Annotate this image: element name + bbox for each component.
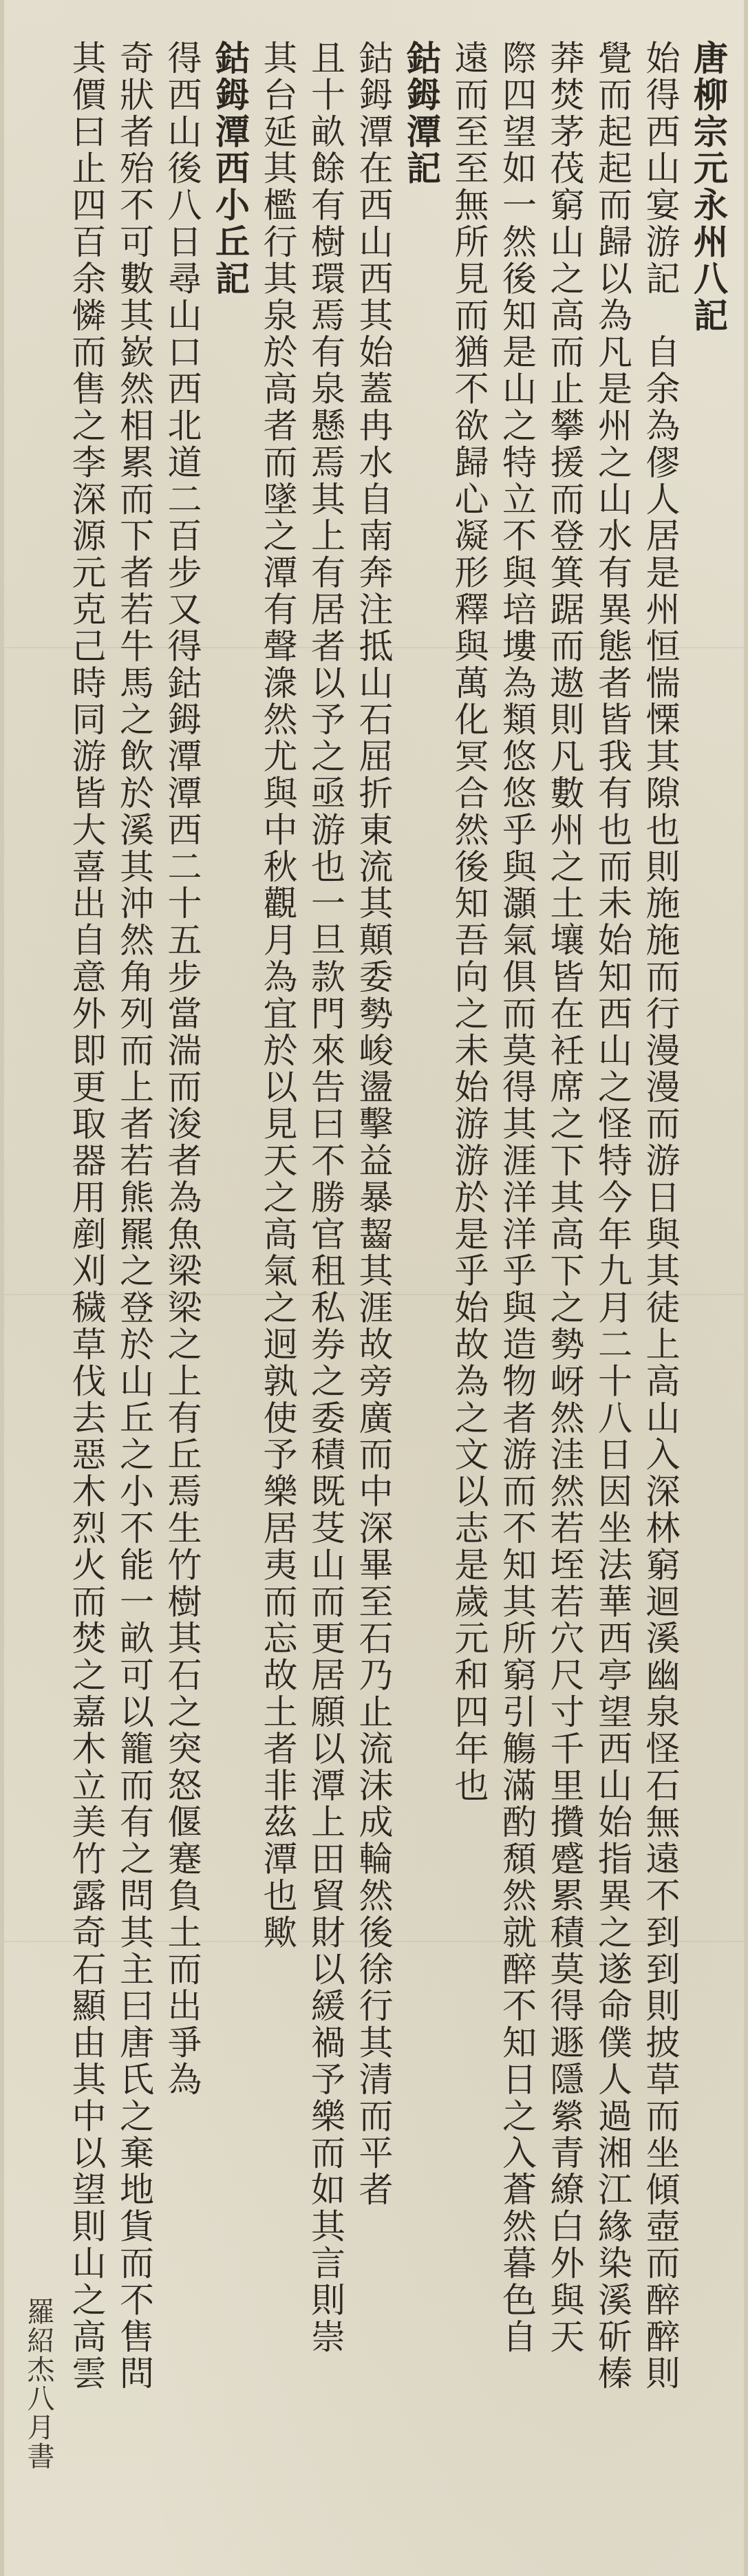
text-column: 且十畝餘有樹環焉有泉懸焉其上有居者以予之亟游也一旦款門來告曰不勝官租私券之委積既芟山而更居願以潭上田貿財以緩禍予樂而如其言則崇 — [306, 40, 345, 2356]
scroll-title: 唐柳宗元永州八記 — [688, 40, 729, 334]
essay-heading: 鈷鉧潭西小丘記 — [210, 40, 250, 297]
text-column: 其價曰止四百余憐而售之李深源元克己時同游皆大喜出自意外即更取器用剷刈穢草伐去惡木烈火而焚之嘉木立美竹露奇石顯由其中以望則山之高雲 — [66, 40, 107, 2392]
text-column: 始得西山宴游記 自余為僇人居是州恒惴慄其隙也則施施而行漫漫而游日與其徒上高山入深林窮迴溪幽泉怪石無遠不到到則披草而坐傾壺而醉醉則 — [640, 40, 681, 2392]
text-column: 得西山後八日尋山口西北道二百步又得鈷鉧潭潭西二十五步當湍而浚者為魚梁梁之上有丘焉生竹樹其石之突怒偃蹇負土而出爭為 — [162, 40, 202, 2098]
text-column: 奇狀者殆不可數其嶔然相累而下者若牛馬之飲於溪其沖然角列而上者若熊羆之登於山丘之小不能一畝可以籠而有之問其主曰唐氏之棄地貨而不售問 — [114, 40, 154, 2392]
text-column: 遠而至至無所見而猶不欲歸心凝形釋與萬化冥合然後知吾向之未始游游於是乎始故為之文以志是歲元和四年也 — [449, 40, 489, 1805]
text-column: 莽焚茅茷窮山之高而止攀援而登箕踞而遨則凡數州之土壤皆在衽席之下其高下之勢岈然洼然若垤若穴尺寸千里攢蹙累積莫得遯隱縈青繚白外與天 — [544, 40, 585, 2356]
text-column: 際四望如一然後知是山之特立不與培塿為類悠悠乎與灝氣俱而莫得其涯洋洋乎與造物者游而不知其所窮引觴滿酌頹然就醉不知日之入蒼然暮色自 — [497, 40, 537, 2356]
text-columns — [18, 40, 729, 2548]
signature: 羅紹杰八月書 — [23, 2297, 54, 2471]
essay-heading: 鈷鉧潭記 — [401, 40, 442, 187]
text-column: 鈷鉧潭在西山西其始蓋冉水自南奔注抵山石屈折東流其顛委勢峻盪擊益暴齧其涯故旁廣而中深畢至石乃止流沫成輪然後徐行其清而平者 — [353, 40, 394, 2208]
text-column: 覺而起起而歸以為凡是州之山水有異態者皆我有也而未始知西山之怪特今年九月二十八日因坐法華西亭望西山始指異之遂命僕人過湘江緣染溪斫榛 — [592, 40, 632, 2392]
text-column: 其台延其檻行其泉於高者而墜之潭有聲潨然尤與中秋觀月為宜於以見天之高氣之迥孰使予樂居夷而忘故土者非茲潭也歟 — [257, 40, 298, 1951]
